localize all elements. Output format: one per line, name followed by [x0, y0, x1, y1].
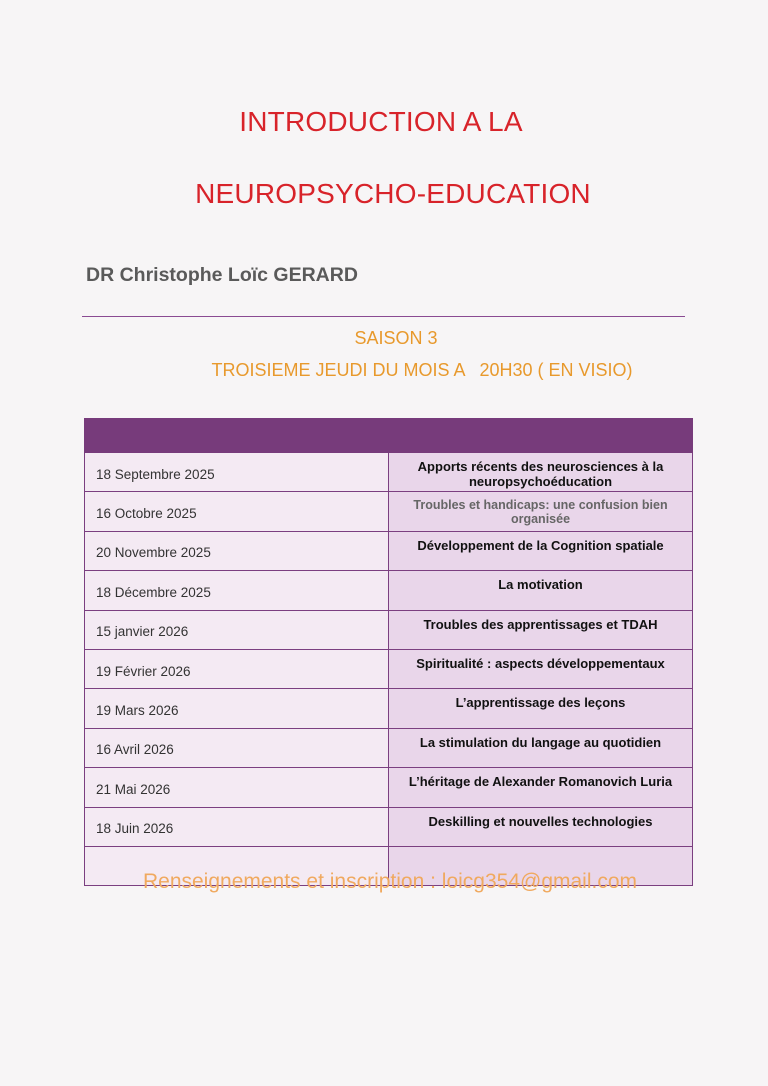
season-label: SAISON 3 — [354, 328, 438, 348]
title-line-2: NEUROPSYCHO-EDUCATION — [195, 178, 591, 209]
session-date: 20 Novembre 2025 — [85, 531, 389, 570]
session-topic: L’apprentissage des leçons — [389, 689, 693, 728]
session-topic: Spiritualité : aspects développementaux — [389, 649, 693, 688]
table-row — [85, 768, 693, 807]
divider — [82, 316, 685, 317]
season-schedule: TROISIEME JEUDI DU MOIS A 20H30 ( EN VISIO) — [211, 360, 633, 380]
table-row — [85, 807, 693, 846]
session-date: 19 Mars 2026 — [85, 689, 389, 728]
header-cell-date — [85, 419, 389, 453]
table-row — [85, 453, 693, 492]
session-topic: La motivation — [389, 571, 693, 610]
table-row — [85, 571, 693, 610]
session-topic: L’héritage de Alexander Romanovich Luria — [389, 768, 693, 807]
session-date: 18 Décembre 2025 — [85, 571, 389, 610]
session-topic: Troubles des apprentissages et TDAH — [389, 610, 693, 649]
table-row — [85, 531, 693, 570]
title-line-1: INTRODUCTION A LA — [239, 106, 523, 137]
contact-info: Renseignements et inscription : loicg354@gmail.com — [142, 870, 638, 893]
session-topic: Développement de la Cognition spatiale — [389, 531, 693, 570]
header-cell-topic — [389, 419, 693, 453]
table-header-row — [85, 419, 693, 453]
session-date: 16 Avril 2026 — [85, 728, 389, 767]
table-row — [85, 689, 693, 728]
schedule-table — [84, 418, 693, 886]
session-date: 18 Septembre 2025 — [85, 453, 389, 492]
table-row — [85, 492, 693, 531]
author-name: DR Christophe Loïc GERARD — [86, 264, 358, 286]
session-topic: Deskilling et nouvelles technologies — [389, 807, 693, 846]
session-topic: Apports récents des neurosciences à la neuropsychoéducation — [389, 453, 693, 492]
table-row — [85, 610, 693, 649]
table-row — [85, 728, 693, 767]
session-date: 21 Mai 2026 — [85, 768, 389, 807]
session-date: 15 janvier 2026 — [85, 610, 389, 649]
session-date: 19 Février 2026 — [85, 649, 389, 688]
session-date: 16 Octobre 2025 — [85, 492, 389, 531]
session-date: 18 Juin 2026 — [85, 807, 389, 846]
session-topic: La stimulation du langage au quotidien — [389, 728, 693, 767]
table-row — [85, 649, 693, 688]
session-topic: Troubles et handicaps: une confusion bien organisée — [389, 492, 693, 531]
